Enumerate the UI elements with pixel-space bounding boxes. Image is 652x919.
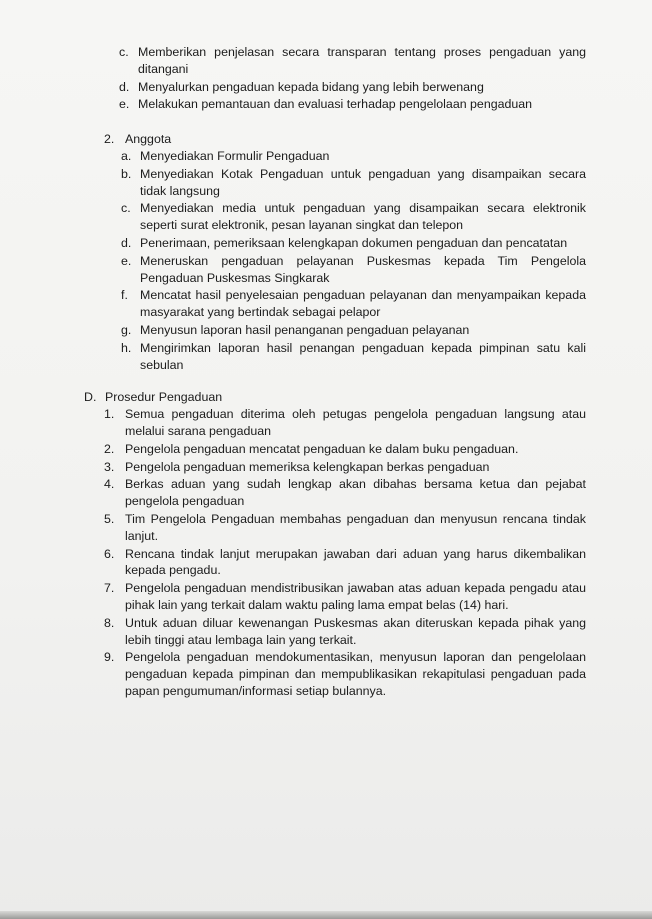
- list-item: [104, 615, 586, 649]
- list-item: [121, 148, 586, 165]
- list-text: Meneruskan pengaduan pelayanan Puskesmas kepada Tim Pengelola Pengaduan Puskesmas Singkarak: [140, 253, 586, 285]
- section-title: Prosedur Pengaduan: [105, 390, 223, 405]
- list-marker: 8.: [104, 615, 115, 630]
- list-item: [119, 79, 586, 96]
- list-text: Pengelola pengaduan mencatat pengaduan ke dalam buku pengaduan.: [125, 441, 519, 456]
- list-marker: 7.: [104, 581, 115, 596]
- list-marker: e.: [119, 97, 130, 112]
- section-heading: [84, 389, 586, 406]
- list-item: [104, 546, 586, 580]
- list-item: [121, 322, 586, 339]
- list-item: [121, 253, 586, 287]
- page-bottom-edge: [0, 911, 652, 919]
- list-text: Menyusun laporan hasil penanganan pengaduan pelayanan: [140, 322, 470, 337]
- list-marker: 1.: [104, 407, 115, 422]
- list-item: [104, 476, 586, 510]
- list-item: [119, 44, 586, 78]
- list-text: Pengelola pengaduan mendistribusikan jawaban atas aduan kepada pengadu atau pihak lain yang terkait dalam waktu paling lama empat belas (14) hari.: [125, 581, 586, 612]
- list-text: Memberikan penjelasan secara transparan tentang proses pengaduan yang ditangani: [138, 45, 586, 76]
- anggota-list: [121, 148, 586, 373]
- section-marker: 2.: [104, 132, 115, 147]
- list-marker: c.: [119, 45, 129, 59]
- list-item: [104, 406, 586, 440]
- section-heading: [104, 131, 586, 148]
- list-text: Berkas aduan yang sudah lengkap akan dibahas bersama ketua dan pejabat pengelola pengaduan: [125, 477, 586, 509]
- list-text: Menyediakan media untuk pengaduan yang disampaikan secara elektronik seperti surat elektronik, pesan layanan singkat dan telepon: [140, 201, 586, 233]
- list-marker: f.: [121, 288, 128, 303]
- list-marker: 9.: [104, 650, 115, 665]
- list-marker: e.: [121, 253, 132, 268]
- list-text: Mencatat hasil penyelesaian pengaduan pelayanan dan menyampaikan kepada masyarakat yang bertindak sebagai pelapor: [140, 288, 586, 320]
- list-item: [121, 166, 586, 200]
- list-marker: 2.: [104, 441, 115, 456]
- list-marker: d.: [121, 235, 132, 250]
- section-title: Anggota: [125, 132, 172, 147]
- list-text: Menyediakan Formulir Pengaduan: [140, 148, 330, 163]
- list-item: [104, 649, 586, 699]
- list-item: [119, 96, 586, 113]
- list-item: [104, 441, 586, 458]
- list-text: Pengelola pengaduan mendokumentasikan, menyusun laporan dan pengelolaan pengaduan kepada pimpinan dan mempublikasikan rekapitulasi pengaduan pada papan pengumuman/informasi setiap bulannya.: [125, 650, 586, 698]
- list-text: Penerimaan, pemeriksaan kelengkapan dokumen pengaduan dan pencatatan: [140, 235, 568, 250]
- list-text: Rencana tindak lanjut merupakan jawaban dari aduan yang harus dikembalikan kepada pengadu.: [125, 546, 586, 578]
- list-marker: 5.: [104, 511, 115, 526]
- prosedur-list: [104, 406, 586, 700]
- list-text: Pengelola pengaduan memeriksa kelengkapan berkas pengaduan: [125, 459, 490, 474]
- list-marker: c.: [121, 201, 131, 216]
- list-text: Mengirimkan laporan hasil penangan pengaduan kepada pimpinan satu kali sebulan: [140, 340, 586, 372]
- list-text: Semua pengaduan diterima oleh petugas pengelola pengaduan langsung atau melalui sarana pengaduan: [125, 407, 586, 438]
- list-marker: 3.: [104, 459, 115, 474]
- list-text: Tim Pengelola Pengaduan membahas pengaduan dan menyusun rencana tindak lanjut.: [125, 511, 586, 543]
- list-marker: h.: [121, 340, 132, 355]
- list-text: Melakukan pemantauan dan evaluasi terhadap pengelolaan pengaduan: [138, 97, 533, 112]
- section-marker: D.: [84, 390, 97, 405]
- list-item: [121, 287, 586, 321]
- top-list: [119, 44, 586, 113]
- list-marker: 6.: [104, 546, 115, 561]
- list-item: [121, 200, 586, 234]
- anggota-section: [104, 131, 586, 373]
- list-item: [104, 459, 586, 476]
- list-marker: b.: [121, 166, 132, 181]
- list-marker: d.: [119, 79, 130, 94]
- list-item: [104, 511, 586, 545]
- list-text: Menyediakan Kotak Pengaduan untuk pengaduan yang disampaikan secara tidak langsung: [140, 166, 586, 198]
- list-marker: a.: [121, 148, 132, 163]
- list-item: [121, 235, 586, 252]
- list-item: [121, 340, 586, 374]
- list-item: [104, 580, 586, 614]
- list-text: Untuk aduan diluar kewenangan Puskesmas akan diteruskan kepada pihak yang lebih tinggi atau lembaga lain yang terkait.: [125, 615, 586, 647]
- list-marker: 4.: [104, 477, 115, 492]
- list-marker: g.: [121, 322, 132, 337]
- document-content: [0, 44, 652, 701]
- prosedur-section: [84, 389, 586, 699]
- list-text: Menyalurkan pengaduan kepada bidang yang lebih berwenang: [138, 79, 484, 94]
